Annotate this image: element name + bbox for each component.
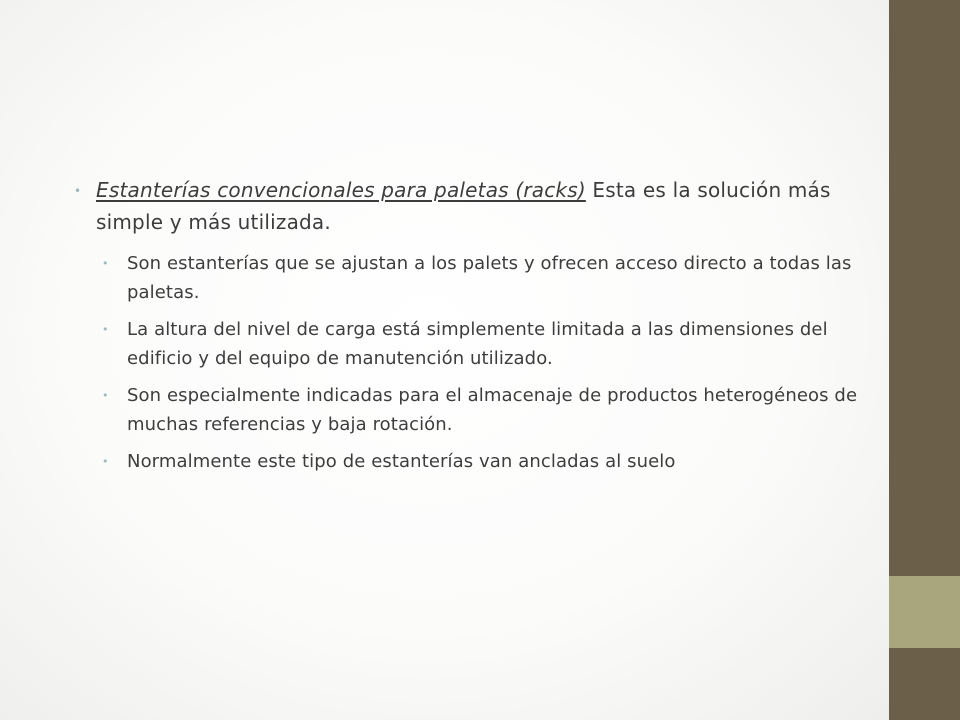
main-bullet-emphasis: Estanterías convencionales para paletas (racks) bbox=[96, 178, 586, 202]
slide-content bbox=[72, 174, 862, 484]
bullet-icon: • bbox=[102, 323, 109, 336]
main-bullet bbox=[72, 174, 862, 476]
sub-bullet-text: La altura del nivel de carga está simplemente limitada a las dimensiones del edificio y del equipo de manutención utilizado. bbox=[127, 319, 828, 369]
bullet-icon: • bbox=[74, 184, 82, 198]
main-bullet-text: Esta es la solución más simple y más utilizada. bbox=[96, 178, 831, 234]
bullet-list bbox=[72, 174, 862, 476]
bullet-icon: • bbox=[102, 257, 109, 270]
side-band-bottom bbox=[889, 648, 960, 720]
bullet-icon: • bbox=[102, 455, 109, 468]
sub-bullet-item bbox=[96, 447, 862, 476]
sub-bullet-item bbox=[96, 249, 862, 307]
sub-bullet-item bbox=[96, 315, 862, 373]
side-band-accent bbox=[889, 576, 960, 648]
bullet-icon: • bbox=[102, 389, 109, 402]
sub-bullet-item bbox=[96, 381, 862, 439]
side-band-top bbox=[889, 0, 960, 576]
sub-bullet-text: Son especialmente indicadas para el almacenaje de productos heterogéneos de muchas referencias y baja rotación. bbox=[127, 385, 858, 435]
sub-bullet-text: Normalmente este tipo de estanterías van ancladas al suelo bbox=[127, 451, 676, 472]
sub-bullet-list bbox=[96, 249, 862, 476]
sub-bullet-text: Son estanterías que se ajustan a los palets y ofrecen acceso directo a todas las paletas. bbox=[127, 253, 852, 303]
